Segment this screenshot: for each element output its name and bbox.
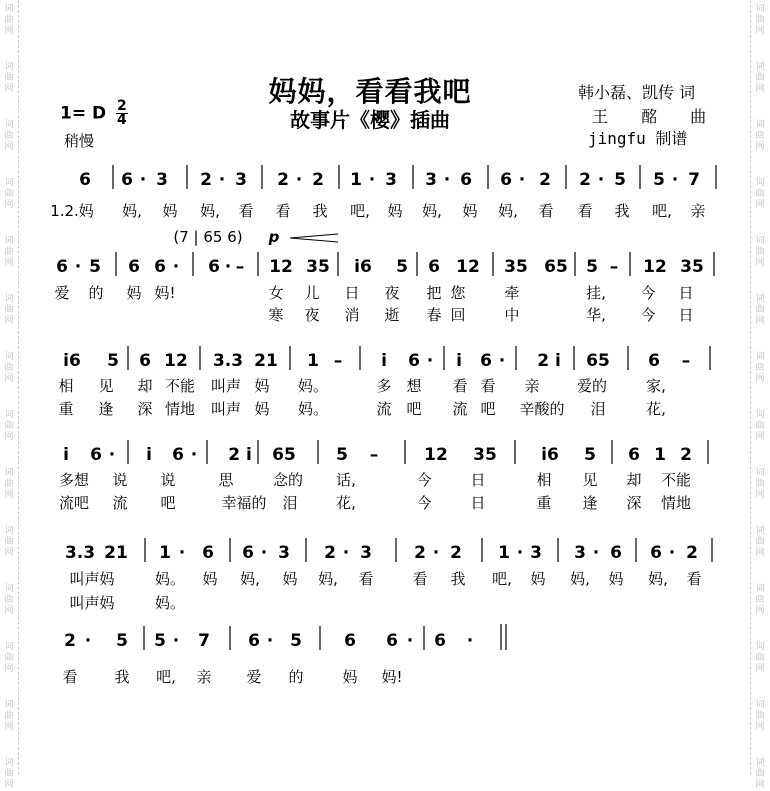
lyric-word: 流 bbox=[452, 400, 468, 418]
note: 1 bbox=[159, 543, 171, 563]
composer-credit: 王 酩 曲 bbox=[592, 107, 721, 126]
lyric-word: 妈 bbox=[254, 400, 270, 418]
lyric-word: 妈 bbox=[608, 570, 624, 588]
note: 1 bbox=[307, 351, 319, 371]
lyric-word: 吧, bbox=[350, 202, 370, 220]
lyric-word: 花, bbox=[336, 494, 356, 512]
lyric-word: 逢 bbox=[98, 400, 114, 418]
lyric-word: 牵 bbox=[504, 284, 520, 302]
lyric-word: 亲 bbox=[524, 377, 540, 395]
note: · bbox=[172, 257, 180, 277]
lyric-word: 寒 bbox=[268, 306, 284, 324]
lyric-word: 看 bbox=[412, 570, 428, 588]
watermark-mark: 词 曲 网 bbox=[755, 120, 765, 152]
note: 6 bbox=[648, 351, 660, 371]
note: 2 bbox=[324, 543, 336, 563]
lyric-word: 看 bbox=[358, 570, 374, 588]
note: · bbox=[668, 543, 676, 563]
note: · bbox=[172, 631, 180, 651]
lyric-word: 儿 bbox=[304, 284, 320, 302]
lyric-word: 深 bbox=[626, 494, 642, 512]
note: 3 bbox=[385, 170, 397, 190]
note: – bbox=[369, 445, 379, 465]
lyric-word: 妈 bbox=[282, 570, 298, 588]
lyric-word: 想 bbox=[406, 377, 422, 395]
note: 2 bbox=[450, 543, 462, 563]
watermark-mark: 词 曲 网 bbox=[755, 236, 765, 268]
note: 5 bbox=[290, 631, 302, 651]
lyric-word: 看 bbox=[452, 377, 468, 395]
lyric-word: 日 bbox=[470, 494, 486, 512]
note: i bbox=[63, 445, 69, 465]
lyric-word: 亲 bbox=[690, 202, 706, 220]
lyric-word: 吧, bbox=[652, 202, 672, 220]
note: · bbox=[190, 445, 198, 465]
note: 2 i bbox=[537, 351, 561, 371]
watermark-mark: 词 曲 网 bbox=[4, 236, 14, 268]
lyricist-credit: 韩小磊、凯传 词 bbox=[578, 83, 696, 102]
lyric-word: 吧 bbox=[406, 400, 422, 418]
note: · bbox=[74, 257, 82, 277]
lyric-word: 却 bbox=[137, 377, 153, 395]
lyric-word: 妈, bbox=[422, 202, 442, 220]
lyric-word: 爱 bbox=[246, 668, 262, 686]
lyric-word: 妈 bbox=[254, 377, 270, 395]
lyric-word: 见 bbox=[98, 377, 114, 395]
lyric-word: 日 bbox=[470, 471, 486, 489]
lyric-word: 亲 bbox=[196, 668, 212, 686]
note: · bbox=[592, 543, 600, 563]
lyric-word: 吧 bbox=[480, 400, 496, 418]
lyric-word: 妈 bbox=[162, 202, 178, 220]
note: · bbox=[178, 543, 186, 563]
note: 35 bbox=[680, 257, 704, 277]
lyric-word: 妈 bbox=[387, 202, 403, 220]
lyric-word: 我 bbox=[312, 202, 328, 220]
note: 2 bbox=[414, 543, 426, 563]
note: i6 bbox=[354, 257, 372, 277]
lyric-word: 妈, bbox=[648, 570, 668, 588]
note: 35 bbox=[473, 445, 497, 465]
watermark-mark: 词 曲 网 bbox=[4, 584, 14, 616]
note: 6 bbox=[408, 351, 420, 371]
note: 3 bbox=[235, 170, 247, 190]
time-top: 2 bbox=[117, 98, 127, 114]
note: 6 bbox=[386, 631, 398, 651]
lyric-word: 见 bbox=[582, 471, 598, 489]
lyric-word: 我 bbox=[114, 668, 130, 686]
note: 3.3 bbox=[64, 543, 96, 563]
song-title: 妈妈，看看我吧 bbox=[268, 75, 472, 108]
lyric-word: 妈! bbox=[154, 284, 176, 302]
lyric-word: 看 bbox=[238, 202, 254, 220]
note: 35 bbox=[306, 257, 330, 277]
note: · bbox=[368, 170, 376, 190]
note: – bbox=[609, 257, 619, 277]
lyric-word: 的 bbox=[88, 284, 104, 302]
note: · bbox=[406, 631, 414, 651]
lyric-word: 您 bbox=[450, 284, 466, 302]
note: 5 bbox=[653, 170, 665, 190]
lyric-word: 妈。 bbox=[154, 570, 186, 588]
note: · bbox=[260, 543, 268, 563]
note: 21 bbox=[104, 543, 128, 563]
note: 2 bbox=[200, 170, 212, 190]
lyric-word: 不能 bbox=[660, 471, 692, 489]
note: 65 bbox=[586, 351, 610, 371]
lyric-word: 重 bbox=[536, 494, 552, 512]
note: 6 bbox=[154, 257, 166, 277]
note: 6 bbox=[650, 543, 662, 563]
note: 6 bbox=[344, 631, 356, 651]
lyric-word: 叫声妈 bbox=[69, 594, 115, 612]
note: 3 bbox=[425, 170, 437, 190]
lyric-word: 我 bbox=[450, 570, 466, 588]
crescendo-hairpin bbox=[290, 234, 338, 242]
watermark-mark: 词 曲 网 bbox=[4, 62, 14, 94]
lyric-word: 妈 bbox=[342, 668, 358, 686]
lyric-word: 泪 bbox=[590, 400, 606, 418]
note: 2 bbox=[64, 631, 76, 651]
lyric-word: 妈, bbox=[318, 570, 338, 588]
engraver-credit: jingfu 制谱 bbox=[588, 129, 688, 148]
watermark-mark: 词 曲 网 bbox=[4, 294, 14, 326]
note: · bbox=[498, 351, 506, 371]
note: · bbox=[218, 170, 226, 190]
note: 3 bbox=[156, 170, 168, 190]
note: 21 bbox=[254, 351, 278, 371]
note: – bbox=[333, 351, 343, 371]
lyric-word: 1.2.妈 bbox=[50, 202, 94, 220]
lyric-word: 夜 bbox=[304, 306, 320, 324]
note: – bbox=[235, 257, 245, 277]
note: 6 bbox=[460, 170, 472, 190]
note: 2 bbox=[277, 170, 289, 190]
note: 12 bbox=[269, 257, 293, 277]
note: 5 bbox=[584, 445, 596, 465]
watermark-mark: 词 曲 网 bbox=[755, 410, 765, 442]
lyric-word: 家, bbox=[646, 377, 666, 395]
watermark-mark: 词 曲 网 bbox=[4, 700, 14, 732]
lyric-word: 妈, bbox=[498, 202, 518, 220]
lyric-word: 看 bbox=[538, 202, 554, 220]
note: 12 bbox=[643, 257, 667, 277]
lyric-word: 妈, bbox=[122, 202, 142, 220]
lyric-word: 妈, bbox=[240, 570, 260, 588]
lyric-word: 重 bbox=[58, 400, 74, 418]
lyric-word: 相 bbox=[536, 471, 552, 489]
song-subtitle: 故事片《樱》插曲 bbox=[290, 108, 450, 132]
watermark-mark: 词 曲 网 bbox=[4, 4, 14, 36]
note: 6 bbox=[128, 257, 140, 277]
note: 5 bbox=[396, 257, 408, 277]
note: · bbox=[597, 170, 605, 190]
note: 1 bbox=[498, 543, 510, 563]
lyric-word: 我 bbox=[614, 202, 630, 220]
lyric-word: 逢 bbox=[582, 494, 598, 512]
note: i6 bbox=[63, 351, 81, 371]
lyric-word: 的 bbox=[288, 668, 304, 686]
watermark-mark: 词 曲 网 bbox=[4, 642, 14, 674]
lyric-word: 看 bbox=[62, 668, 78, 686]
lyric-word: 相 bbox=[58, 377, 74, 395]
lyric-word: 吧, bbox=[492, 570, 512, 588]
note: 2 bbox=[579, 170, 591, 190]
dynamic-marking: p bbox=[268, 228, 280, 246]
note: 3 bbox=[278, 543, 290, 563]
lyric-word: 思 bbox=[218, 471, 234, 489]
lyric-word: 叫声妈 bbox=[69, 570, 115, 588]
note: 35 bbox=[504, 257, 528, 277]
note: 65 bbox=[272, 445, 296, 465]
note: 5 bbox=[107, 351, 119, 371]
note: · bbox=[266, 631, 274, 651]
lyric-word: 爱的 bbox=[576, 377, 608, 395]
lyric-word: 看 bbox=[686, 570, 702, 588]
note: 3 bbox=[530, 543, 542, 563]
lyric-word: 妈。 bbox=[297, 377, 329, 395]
note: 5 bbox=[89, 257, 101, 277]
lyric-word: 妈! bbox=[381, 668, 403, 686]
lyric-word: 今 bbox=[640, 284, 656, 302]
lyric-word: 流吧 bbox=[58, 494, 90, 512]
note: · bbox=[518, 170, 526, 190]
lyric-word: 妈 bbox=[530, 570, 546, 588]
watermark-mark: 词 曲 网 bbox=[755, 642, 765, 674]
watermark-mark: 词 曲 网 bbox=[4, 178, 14, 210]
watermark-mark: 词 曲 网 bbox=[4, 468, 14, 500]
lyric-word: 花, bbox=[646, 400, 666, 418]
watermark-mark: 词 曲 网 bbox=[755, 62, 765, 94]
lyric-word: 妈。 bbox=[154, 594, 186, 612]
lyric-word: 日 bbox=[678, 306, 694, 324]
note: 3.3 bbox=[212, 351, 244, 371]
lyric-word: 不能 bbox=[164, 377, 196, 395]
lyric-word: 爱 bbox=[54, 284, 70, 302]
note: 6 bbox=[480, 351, 492, 371]
note: · bbox=[671, 170, 679, 190]
lyric-word: 今 bbox=[416, 494, 432, 512]
lyric-word: 妈, bbox=[200, 202, 220, 220]
lyric-word: 回 bbox=[450, 306, 466, 324]
lyric-word: 日 bbox=[678, 284, 694, 302]
lyric-word: 情地 bbox=[660, 494, 692, 512]
lyric-word: 把 bbox=[426, 284, 442, 302]
note: 2 i bbox=[228, 445, 252, 465]
lyric-word: 妈。 bbox=[297, 400, 329, 418]
watermark-mark: 词 曲 网 bbox=[755, 526, 765, 558]
note: i bbox=[381, 351, 387, 371]
note: 5 bbox=[614, 170, 626, 190]
watermark-mark: 词 曲 网 bbox=[755, 178, 765, 210]
note: 3 bbox=[574, 543, 586, 563]
watermark-mark: 词 曲 网 bbox=[755, 584, 765, 616]
note: i bbox=[146, 445, 152, 465]
note: 2 bbox=[539, 170, 551, 190]
lyric-word: 多 bbox=[376, 377, 392, 395]
lyric-word: 念的 bbox=[272, 471, 304, 489]
note: · bbox=[139, 170, 147, 190]
watermark-mark: 词 曲 网 bbox=[755, 352, 765, 384]
lyric-word: 日 bbox=[344, 284, 360, 302]
lyric-word: 今 bbox=[640, 306, 656, 324]
note: 5 bbox=[154, 631, 166, 651]
watermark-mark: 词 曲 网 bbox=[755, 758, 765, 790]
lyric-word: 话, bbox=[336, 471, 356, 489]
note: 6 bbox=[202, 543, 214, 563]
lyric-word: 叫声 bbox=[210, 400, 242, 418]
lyric-word: 妈 bbox=[462, 202, 478, 220]
watermark-mark: 词 曲 网 bbox=[755, 468, 765, 500]
note: 2 bbox=[312, 170, 324, 190]
note: · bbox=[224, 257, 232, 277]
lyric-word: 妈 bbox=[202, 570, 218, 588]
lyric-word: 妈, bbox=[570, 570, 590, 588]
lyric-word: 说 bbox=[112, 471, 128, 489]
time-bottom: 4 bbox=[117, 112, 127, 128]
lyric-word: 女 bbox=[268, 284, 284, 302]
note: i6 bbox=[541, 445, 559, 465]
lyric-word: 吧, bbox=[156, 668, 176, 686]
note: 6 bbox=[139, 351, 151, 371]
note: 3 bbox=[360, 543, 372, 563]
note: 6 bbox=[610, 543, 622, 563]
note: · bbox=[108, 445, 116, 465]
watermark-mark: 词 曲 网 bbox=[4, 352, 14, 384]
watermark-mark: 词 曲 网 bbox=[4, 120, 14, 152]
watermark-mark: 词 曲 网 bbox=[4, 758, 14, 790]
note: 6 bbox=[121, 170, 133, 190]
note: · bbox=[342, 543, 350, 563]
note: · bbox=[84, 631, 92, 651]
watermark-mark: 词 曲 网 bbox=[755, 4, 765, 36]
note: · bbox=[426, 351, 434, 371]
note: 6 bbox=[500, 170, 512, 190]
note: · bbox=[443, 170, 451, 190]
note: 1 bbox=[654, 445, 666, 465]
note: 6 bbox=[434, 631, 446, 651]
lyric-word: 却 bbox=[626, 471, 642, 489]
note: 2 bbox=[686, 543, 698, 563]
note: – bbox=[681, 351, 691, 371]
lyric-word: 看 bbox=[577, 202, 593, 220]
lyric-word: 说 bbox=[160, 471, 176, 489]
note: 5 bbox=[336, 445, 348, 465]
lyric-word: 多想 bbox=[58, 471, 90, 489]
lyric-word: 春 bbox=[426, 306, 442, 324]
note: 12 bbox=[164, 351, 188, 371]
lyric-word: 看 bbox=[275, 202, 291, 220]
lyric-word: 泪 bbox=[282, 494, 298, 512]
lyric-word: 夜 bbox=[384, 284, 400, 302]
lyric-word: 妈 bbox=[126, 284, 142, 302]
note: 5 bbox=[116, 631, 128, 651]
lyric-word: 中 bbox=[504, 306, 520, 324]
note: · bbox=[466, 631, 474, 651]
lyric-word: 幸福的 bbox=[221, 494, 267, 512]
lyric-word: 吧 bbox=[160, 494, 176, 512]
note: 65 bbox=[544, 257, 568, 277]
lyric-word: 华, bbox=[586, 306, 606, 324]
lyric-word: 逝 bbox=[384, 306, 400, 324]
note: · bbox=[516, 543, 524, 563]
note: 6 bbox=[90, 445, 102, 465]
key-label: 1= D bbox=[60, 103, 107, 124]
lyric-word: 消 bbox=[344, 306, 360, 324]
note: 6 bbox=[248, 631, 260, 651]
note: 7 bbox=[688, 170, 700, 190]
grace-notes: (7 | 65 6) bbox=[173, 228, 243, 246]
lyric-word: 深 bbox=[137, 400, 153, 418]
note: · bbox=[432, 543, 440, 563]
note: i bbox=[456, 351, 462, 371]
note: 5 bbox=[586, 257, 598, 277]
watermark-mark: 词 曲 网 bbox=[755, 294, 765, 326]
lyric-word: 挂, bbox=[586, 284, 606, 302]
note: 6 bbox=[172, 445, 184, 465]
note: 7 bbox=[198, 631, 210, 651]
note: 6 bbox=[628, 445, 640, 465]
watermark-mark: 词 曲 网 bbox=[4, 526, 14, 558]
note: 1 bbox=[350, 170, 362, 190]
tempo-marking: 稍慢 bbox=[64, 132, 95, 150]
lyric-word: 流 bbox=[376, 400, 392, 418]
lyric-word: 今 bbox=[416, 471, 432, 489]
note: · bbox=[295, 170, 303, 190]
note: 12 bbox=[456, 257, 480, 277]
watermark-mark: 词 曲 网 bbox=[755, 700, 765, 732]
note: 6 bbox=[242, 543, 254, 563]
note: 2 bbox=[680, 445, 692, 465]
note: 6 bbox=[56, 257, 68, 277]
lyric-word: 情地 bbox=[164, 400, 196, 418]
lyric-word: 看 bbox=[480, 377, 496, 395]
note: 6 bbox=[428, 257, 440, 277]
note: 6 bbox=[79, 170, 91, 190]
note: 12 bbox=[424, 445, 448, 465]
watermark-mark: 词 曲 网 bbox=[4, 410, 14, 442]
lyric-word: 叫声 bbox=[210, 377, 242, 395]
lyric-word: 辛酸的 bbox=[519, 400, 565, 418]
lyric-word: 流 bbox=[112, 494, 128, 512]
note: 6 bbox=[208, 257, 220, 277]
